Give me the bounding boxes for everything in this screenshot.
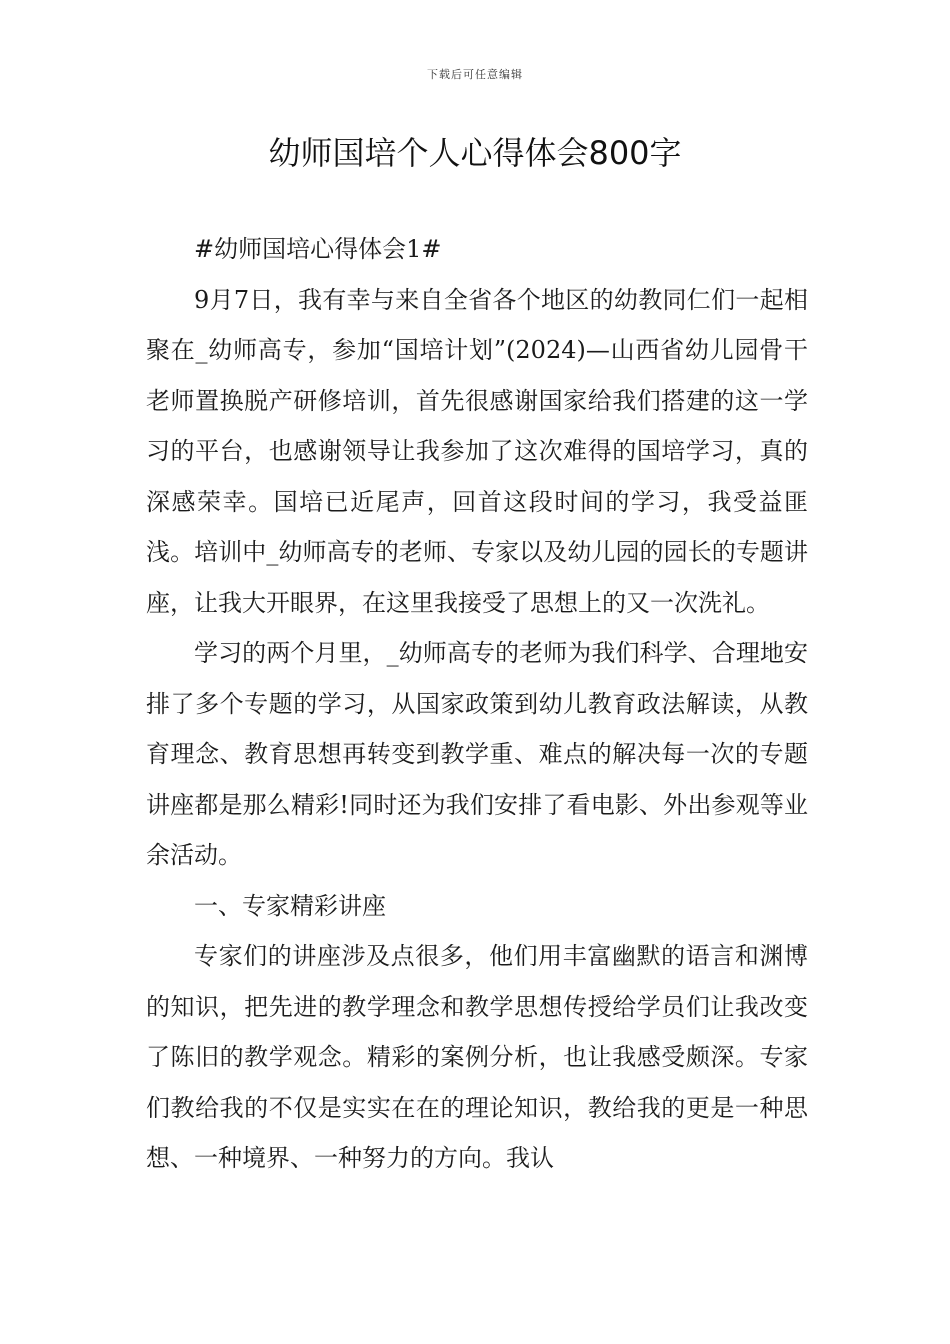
header-note: 下载后可任意编辑 bbox=[427, 68, 523, 81]
paragraph-2: 学习的两个月里，_幼师高专的老师为我们科学、合理地安排了多个专题的学习，从国家政策到幼儿教育政法解读，从教育理念、教育思想再转变到教学重、难点的解决每一次的专题讲座都是那么精彩!同时还为我们安排了看电影、外出参观等业余活动。 bbox=[146, 639, 808, 869]
paragraph-1: 9月7日，我有幸与来自全省各个地区的幼教同仁们一起相聚在_幼师高专，参加“国培计划”(2024)—山西省幼儿园骨干老师置换脱产研修培训，首先很感谢国家给我们搭建的这一学习的平台，也感谢领导让我参加了这次难得的国培学习，真的深感荣幸。国培已近尾声，回首这段时间的学习，我受益匪浅。培训中_幼师高专的老师、专家以及幼儿园的园长的专题讲座，让我大开眼界，在这里我接受了思想上的又一次洗礼。 bbox=[146, 285, 808, 617]
subsection-heading-1: 一、专家精彩讲座 bbox=[194, 891, 386, 920]
document-body bbox=[146, 224, 808, 1184]
paragraph-3: 专家们的讲座涉及点很多，他们用丰富幽默的语言和渊博的知识，把先进的教学理念和教学思想传授给学员们让我改变了陈旧的教学观念。精彩的案例分析，也让我感受颇深。专家们教给我的不仅是实实在在的理论知识，教给我的更是一种思想、一种境界、一种努力的方向。我认 bbox=[146, 942, 808, 1172]
section-heading-1: #幼师国培心得体会1# bbox=[194, 235, 442, 263]
document-title: 幼师国培个人心得体会800字 bbox=[268, 134, 682, 172]
